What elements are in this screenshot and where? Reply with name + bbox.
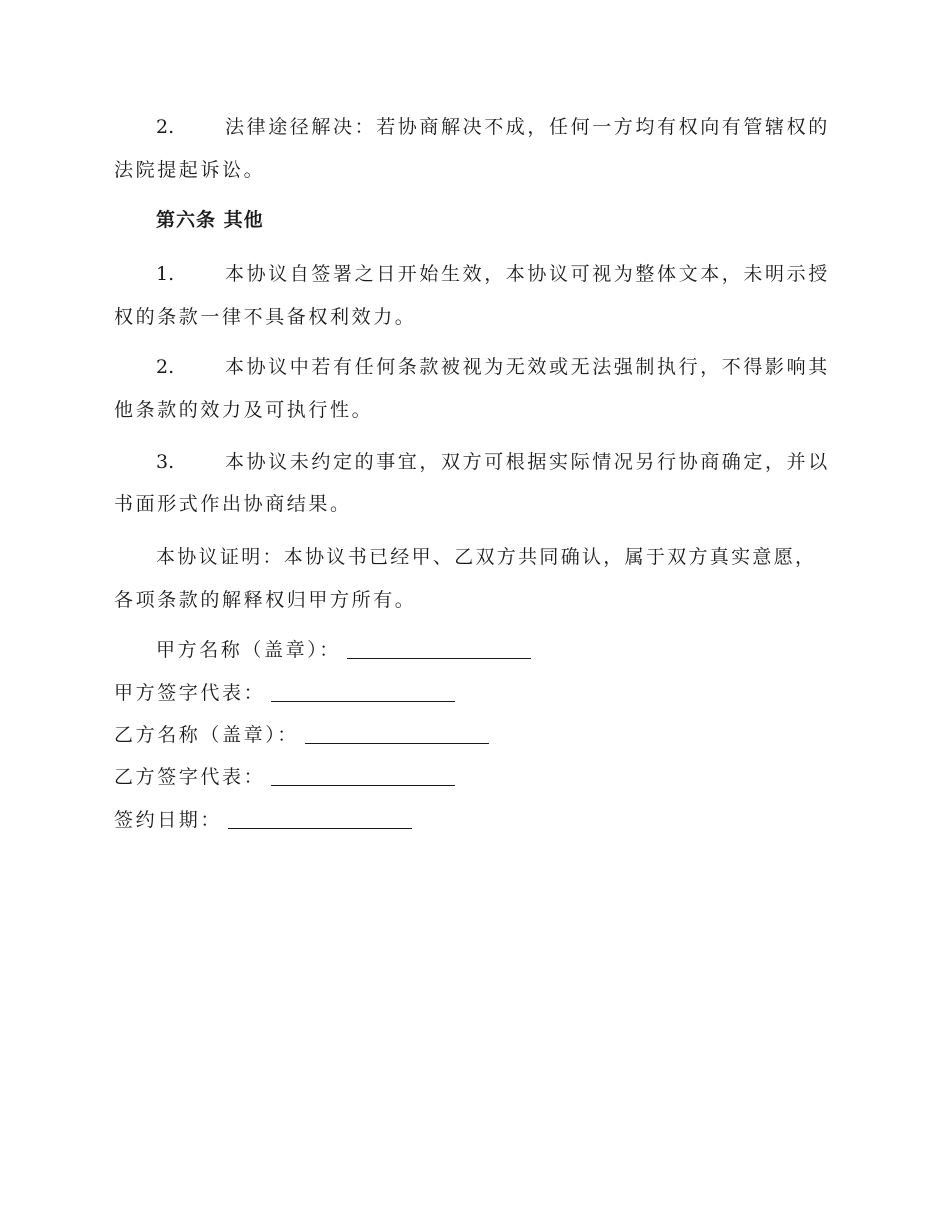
list-number: 2. [156, 116, 175, 138]
paragraph-text: 本协议未约定的事宜，双方可根据实际情况另行协商确定，并以 [225, 451, 830, 473]
article6-item3-line1 [156, 450, 830, 474]
party-b-name-row [114, 723, 489, 747]
list-number: 3. [156, 451, 175, 473]
sign-date-blank[interactable] [228, 827, 412, 829]
party-a-name-blank[interactable] [347, 657, 531, 659]
party-b-rep-blank[interactable] [271, 784, 455, 786]
statement-line1: 本协议证明：本协议书已经甲、乙双方共同确认，属于双方真实意愿， [156, 546, 817, 568]
party-a-rep-blank[interactable] [271, 700, 455, 702]
article6-item2-line2: 他条款的效力及可执行性。 [114, 399, 374, 421]
party-a-name-row [156, 638, 531, 662]
party-b-rep-row [114, 765, 455, 789]
statement-line2: 各项条款的解释权归甲方所有。 [114, 589, 417, 611]
party-b-name-label: 乙方名称（盖章）： [114, 724, 299, 746]
party-b-rep-label: 乙方签字代表： [114, 766, 266, 788]
party-a-rep-row [114, 681, 455, 705]
article6-item3-line2: 书面形式作出协商结果。 [114, 493, 352, 515]
section-heading: 第六条 其他 [156, 209, 264, 231]
party-a-rep-label: 甲方签字代表： [114, 682, 266, 704]
list-number: 2. [156, 356, 175, 378]
article6-item1-line2: 权的条款一律不具备权利效力。 [114, 306, 417, 328]
article5-item2-line2: 法院提起诉讼。 [114, 159, 266, 181]
article5-item2-line1 [156, 115, 830, 139]
sign-date-row [114, 808, 412, 832]
party-a-name-label: 甲方名称（盖章）： [156, 639, 341, 661]
party-b-name-blank[interactable] [305, 742, 489, 744]
list-number: 1. [156, 263, 175, 285]
paragraph-text: 法律途径解决：若协商解决不成，任何一方均有权向有管辖权的 [225, 116, 830, 138]
sign-date-label: 签约日期： [114, 809, 223, 831]
paragraph-text: 本协议自签署之日开始生效，本协议可视为整体文本，未明示授 [225, 263, 830, 285]
article6-item1-line1 [156, 262, 830, 286]
paragraph-text: 本协议中若有任何条款被视为无效或无法强制执行，不得影响其 [225, 356, 830, 378]
article6-item2-line1 [156, 355, 830, 379]
